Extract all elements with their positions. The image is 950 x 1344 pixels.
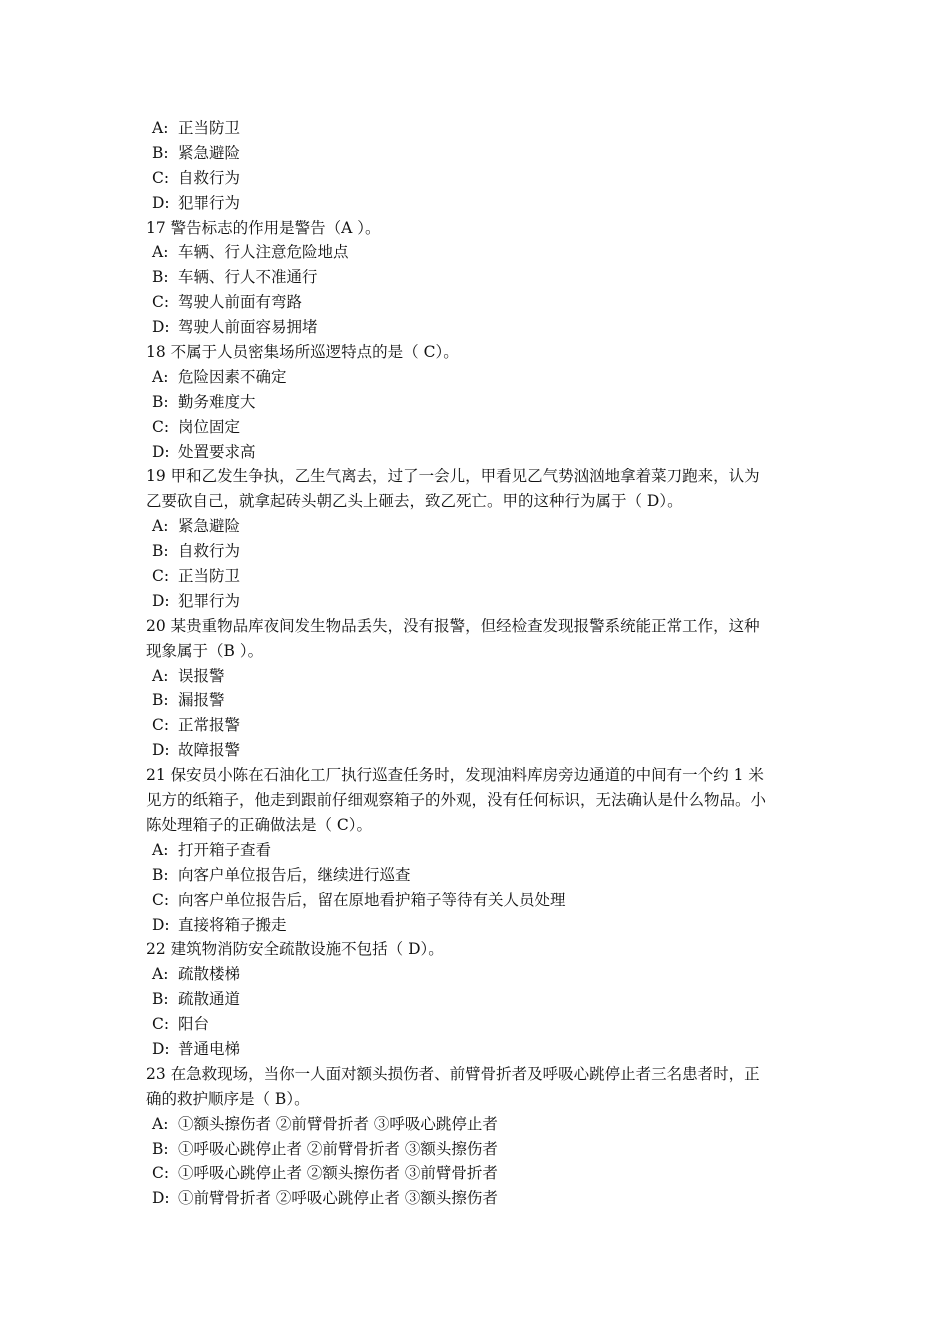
- option-b: B: 向客户单位报告后，继续进行巡查: [152, 865, 411, 884]
- option-a: A: 紧急避险: [152, 517, 241, 536]
- option-b: B: 勤务难度大: [152, 392, 256, 411]
- option-b: B: 紧急避险: [152, 143, 241, 162]
- question-text-continued: 见方的纸箱子，他走到跟前仔细观察箱子的外观，没有任何标识，无法确认是什么物品。小: [146, 791, 767, 810]
- option-c: C: ①呼吸心跳停止者 ②额头擦伤者 ③前臂骨折者: [152, 1164, 498, 1183]
- option-a: A: ①额头擦伤者 ②前臂骨折者 ③呼吸心跳停止者: [152, 1114, 498, 1133]
- question-text: 17 警告标志的作用是警告（A ）。: [146, 218, 381, 237]
- question-17-block: [146, 216, 810, 340]
- question-text-continued: 确的救护顺序是（ B）。: [146, 1089, 310, 1108]
- option-a: A: 危险因素不确定: [152, 367, 287, 386]
- question-text: 22 建筑物消防安全疏散设施不包括（ D）。: [146, 940, 444, 959]
- option-c: C: 自救行为: [152, 168, 241, 187]
- option-c: C: 岗位固定: [152, 417, 241, 436]
- option-b: B: ①呼吸心跳停止者 ②前臂骨折者 ③额头擦伤者: [152, 1139, 498, 1158]
- option-a: A: 误报警: [152, 666, 225, 685]
- question-text: 21 保安员小陈在石油化工厂执行巡查任务时，发现油料库房旁边通道的中间有一个约 1 米: [146, 766, 764, 785]
- option-a: A: 疏散楼梯: [152, 965, 241, 984]
- option-c: C: 向客户单位报告后，留在原地看护箱子等待有关人员处理: [152, 890, 566, 909]
- question-21-block: [146, 763, 810, 937]
- question-text-continued: 现象属于（B ）。: [146, 641, 264, 660]
- question-20-block: [146, 614, 810, 763]
- question-text-continued: 乙要砍自己，就拿起砖头朝乙头上砸去，致乙死亡。甲的这种行为属于（ D）。: [146, 492, 683, 511]
- option-b: B: 车辆、行人不准通行: [152, 268, 318, 287]
- page-content: [146, 116, 810, 1211]
- option-c: C: 正常报警: [152, 716, 241, 735]
- option-d: D: 直接将箱子搬走: [152, 915, 287, 934]
- option-d: D: 处置要求高: [152, 442, 256, 461]
- option-d: D: 犯罪行为: [152, 193, 241, 212]
- option-c: C: 正当防卫: [152, 567, 241, 586]
- question-23-block: [146, 1062, 810, 1211]
- question-18-block: [146, 340, 810, 464]
- option-d: D: 犯罪行为: [152, 591, 241, 610]
- option-b: B: 自救行为: [152, 542, 241, 561]
- question-text: 23 在急救现场，当你一人面对额头损伤者、前臂骨折者及呼吸心跳停止者三名患者时，正: [146, 1064, 760, 1083]
- question-text: 18 不属于人员密集场所巡逻特点的是（ C）。: [146, 343, 459, 362]
- question-16-block: [146, 116, 810, 216]
- option-a: A: 打开箱子查看: [152, 840, 272, 859]
- option-d: D: 故障报警: [152, 741, 241, 760]
- question-22-block: [146, 937, 810, 1061]
- option-d: D: 驾驶人前面容易拥堵: [152, 318, 318, 337]
- option-d: D: 普通电梯: [152, 1039, 241, 1058]
- question-19-block: [146, 464, 810, 613]
- option-b: B: 漏报警: [152, 691, 225, 710]
- question-text-continued: 陈处理箱子的正确做法是（ C）。: [146, 815, 373, 834]
- option-c: C: 驾驶人前面有弯路: [152, 293, 303, 312]
- option-a: A: 正当防卫: [152, 119, 241, 137]
- option-c: C: 阳台: [152, 1015, 210, 1034]
- option-d: D: ①前臂骨折者 ②呼吸心跳停止者 ③额头擦伤者: [152, 1189, 498, 1208]
- question-text: 19 甲和乙发生争执，乙生气离去，过了一会儿，甲看见乙气势汹汹地拿着菜刀跑来，认为: [146, 467, 760, 486]
- option-b: B: 疏散通道: [152, 990, 241, 1009]
- option-a: A: 车辆、行人注意危险地点: [152, 243, 349, 262]
- question-text: 20 某贵重物品库夜间发生物品丢失，没有报警，但经检查发现报警系统能正常工作，这种: [146, 616, 760, 635]
